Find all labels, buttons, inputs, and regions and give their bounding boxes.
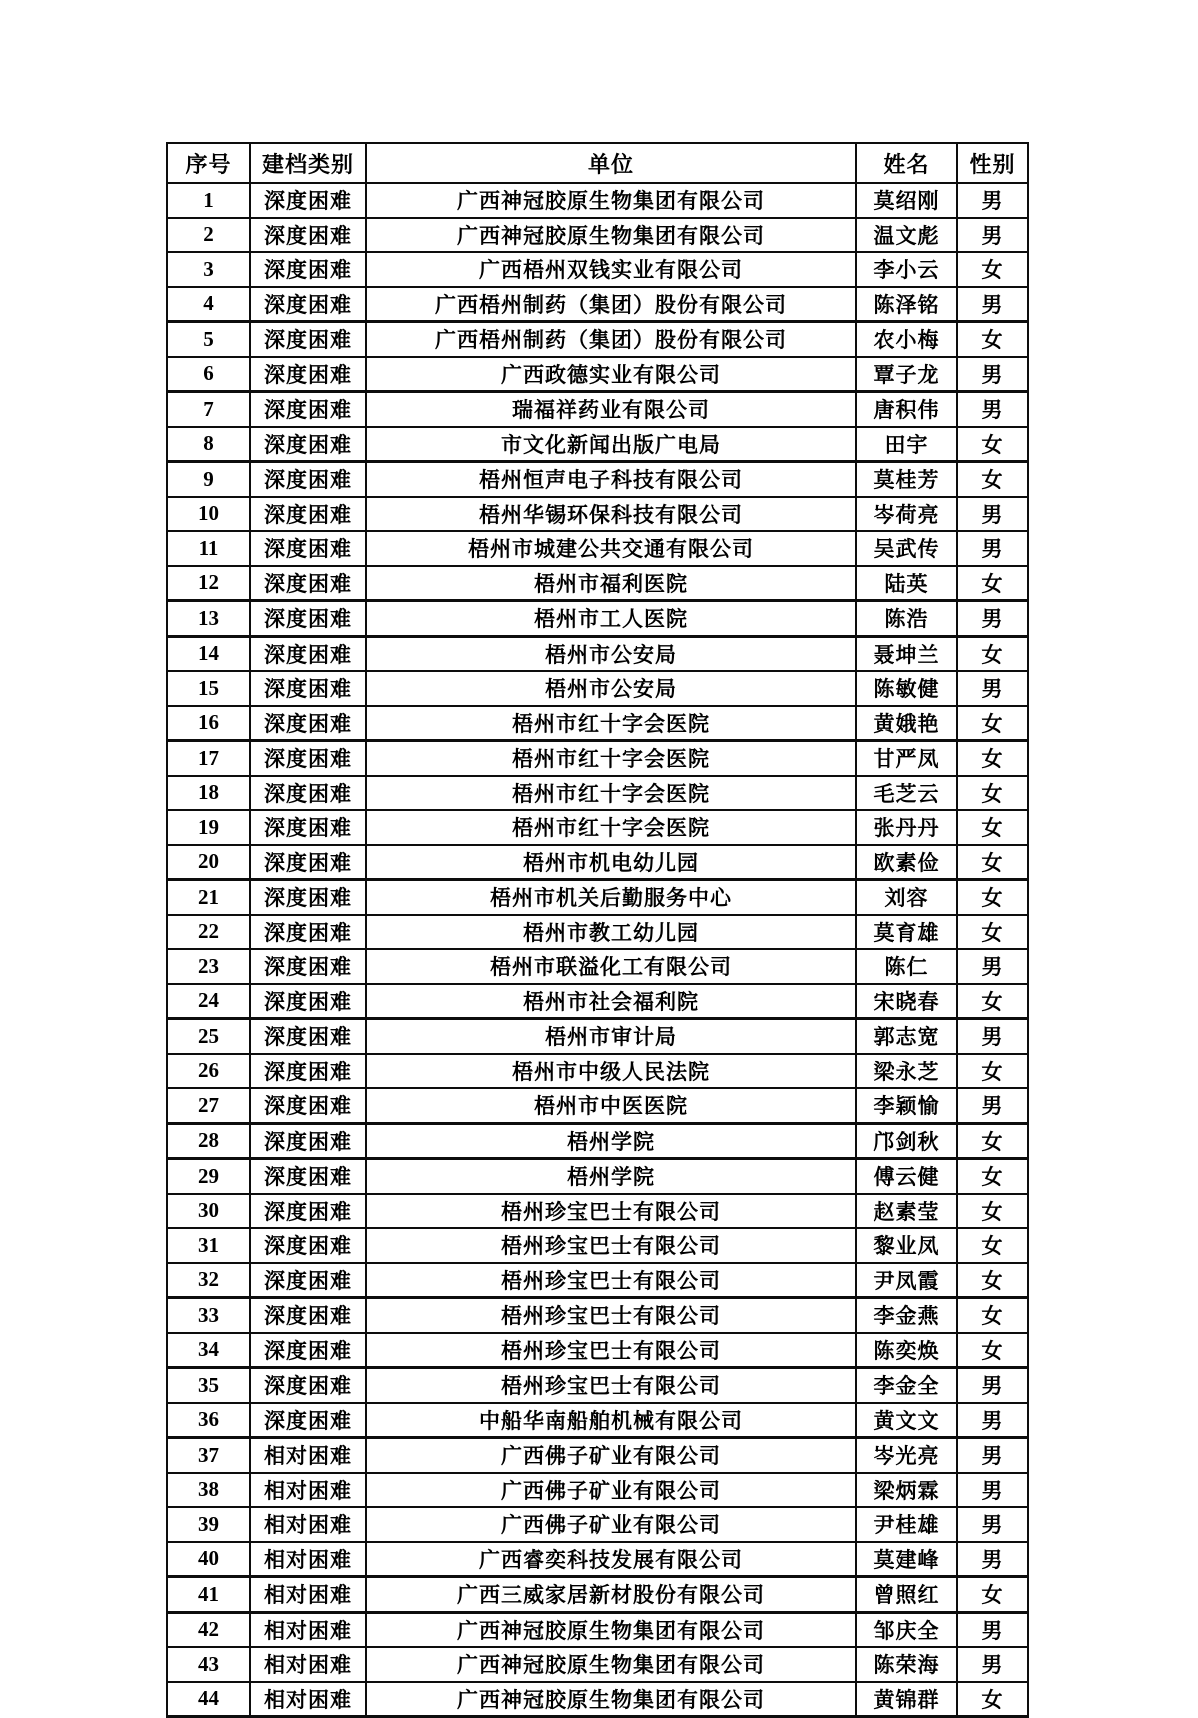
table-row bbox=[167, 880, 1028, 915]
category-cell: 深度困难 bbox=[250, 1298, 366, 1333]
unit-cell: 瑞福祥药业有限公司 bbox=[366, 392, 856, 427]
name-cell: 尹凤霞 bbox=[856, 1263, 957, 1298]
row-number-cell: 25 bbox=[167, 1019, 250, 1054]
table-header-row bbox=[167, 143, 1028, 183]
row-number-cell: 17 bbox=[167, 741, 250, 776]
gender-cell: 女 bbox=[957, 566, 1028, 601]
row-number-cell: 44 bbox=[167, 1682, 250, 1717]
gender-cell: 女 bbox=[957, 1577, 1028, 1613]
table-row bbox=[167, 636, 1028, 671]
unit-cell: 梧州学院 bbox=[366, 1159, 856, 1194]
category-cell: 深度困难 bbox=[250, 427, 366, 462]
row-number-cell: 21 bbox=[167, 880, 250, 915]
name-cell: 温文彪 bbox=[856, 218, 957, 253]
table-row bbox=[167, 1473, 1028, 1508]
gender-cell: 男 bbox=[957, 949, 1028, 984]
name-cell: 李颖愉 bbox=[856, 1088, 957, 1123]
row-number-cell: 30 bbox=[167, 1194, 250, 1229]
category-cell: 深度困难 bbox=[250, 1019, 366, 1054]
unit-cell: 广西神冠胶原生物集团有限公司 bbox=[366, 1682, 856, 1717]
row-number-cell: 33 bbox=[167, 1298, 250, 1333]
unit-cell: 梧州市中医医院 bbox=[366, 1088, 856, 1123]
category-cell: 相对困难 bbox=[250, 1507, 366, 1542]
name-cell: 李金全 bbox=[856, 1368, 957, 1403]
table-row bbox=[167, 322, 1028, 357]
unit-cell: 广西三威家居新材股份有限公司 bbox=[366, 1577, 856, 1613]
unit-cell: 梧州市联溢化工有限公司 bbox=[366, 949, 856, 984]
unit-cell: 市文化新闻出版广电局 bbox=[366, 427, 856, 462]
category-cell: 深度困难 bbox=[250, 1194, 366, 1229]
name-cell: 张丹丹 bbox=[856, 810, 957, 845]
unit-cell: 梧州珍宝巴士有限公司 bbox=[366, 1228, 856, 1263]
unit-cell: 梧州珍宝巴士有限公司 bbox=[366, 1368, 856, 1403]
unit-cell: 广西政德实业有限公司 bbox=[366, 357, 856, 392]
unit-cell: 广西睿奕科技发展有限公司 bbox=[366, 1542, 856, 1577]
category-cell: 深度困难 bbox=[250, 1333, 366, 1368]
row-number-cell: 11 bbox=[167, 531, 250, 566]
category-cell: 深度困难 bbox=[250, 1123, 366, 1159]
row-number-cell: 26 bbox=[167, 1054, 250, 1089]
unit-cell: 梧州市教工幼儿园 bbox=[366, 915, 856, 950]
category-cell: 深度困难 bbox=[250, 1263, 366, 1298]
category-cell: 相对困难 bbox=[250, 1647, 366, 1682]
category-cell: 深度困难 bbox=[250, 531, 366, 566]
table-row bbox=[167, 252, 1028, 287]
name-cell: 邝剑秋 bbox=[856, 1123, 957, 1159]
table-row bbox=[167, 497, 1028, 532]
table-row bbox=[167, 1682, 1028, 1717]
unit-cell: 梧州市城建公共交通有限公司 bbox=[366, 531, 856, 566]
name-cell: 傅云健 bbox=[856, 1159, 957, 1194]
row-number-cell: 1 bbox=[167, 183, 250, 218]
gender-cell: 男 bbox=[957, 1542, 1028, 1577]
name-cell: 陆英 bbox=[856, 566, 957, 601]
category-cell: 深度困难 bbox=[250, 357, 366, 392]
gender-cell: 男 bbox=[957, 183, 1028, 218]
row-number-cell: 36 bbox=[167, 1403, 250, 1438]
gender-cell: 男 bbox=[957, 601, 1028, 637]
name-cell: 黄娥艳 bbox=[856, 706, 957, 741]
unit-cell: 梧州市红十字会医院 bbox=[366, 776, 856, 811]
table-row bbox=[167, 984, 1028, 1019]
category-cell: 深度困难 bbox=[250, 183, 366, 218]
row-number-cell: 5 bbox=[167, 322, 250, 357]
table-row bbox=[167, 1542, 1028, 1577]
gender-cell: 女 bbox=[957, 880, 1028, 915]
name-cell: 曾照红 bbox=[856, 1577, 957, 1613]
table-row bbox=[167, 183, 1028, 218]
unit-cell: 梧州珍宝巴士有限公司 bbox=[366, 1298, 856, 1333]
table-row bbox=[167, 1123, 1028, 1159]
table-row bbox=[167, 1054, 1028, 1089]
table-row bbox=[167, 1368, 1028, 1403]
gender-cell: 女 bbox=[957, 915, 1028, 950]
table-row bbox=[167, 1438, 1028, 1473]
unit-cell: 广西佛子矿业有限公司 bbox=[366, 1507, 856, 1542]
gender-cell: 女 bbox=[957, 1682, 1028, 1717]
unit-cell: 梧州恒声电子科技有限公司 bbox=[366, 462, 856, 497]
category-cell: 相对困难 bbox=[250, 1612, 366, 1647]
name-cell: 尹桂雄 bbox=[856, 1507, 957, 1542]
table-row bbox=[167, 671, 1028, 706]
table-row bbox=[167, 845, 1028, 880]
category-cell: 深度困难 bbox=[250, 218, 366, 253]
header-category: 建档类别 bbox=[250, 143, 366, 183]
row-number-cell: 35 bbox=[167, 1368, 250, 1403]
table-row bbox=[167, 531, 1028, 566]
unit-cell: 梧州学院 bbox=[366, 1123, 856, 1159]
category-cell: 深度困难 bbox=[250, 287, 366, 322]
table-row bbox=[167, 601, 1028, 637]
category-cell: 深度困难 bbox=[250, 601, 366, 637]
name-cell: 赵素莹 bbox=[856, 1194, 957, 1229]
table-row bbox=[167, 1088, 1028, 1123]
name-cell: 唐积伟 bbox=[856, 392, 957, 427]
gender-cell: 女 bbox=[957, 322, 1028, 357]
gender-cell: 女 bbox=[957, 845, 1028, 880]
name-cell: 刘容 bbox=[856, 880, 957, 915]
table-row bbox=[167, 776, 1028, 811]
table-row bbox=[167, 915, 1028, 950]
gender-cell: 男 bbox=[957, 1438, 1028, 1473]
table-row bbox=[167, 357, 1028, 392]
category-cell: 深度困难 bbox=[250, 706, 366, 741]
gender-cell: 男 bbox=[957, 1473, 1028, 1508]
category-cell: 深度困难 bbox=[250, 1228, 366, 1263]
unit-cell: 梧州市社会福利院 bbox=[366, 984, 856, 1019]
gender-cell: 男 bbox=[957, 497, 1028, 532]
row-number-cell: 15 bbox=[167, 671, 250, 706]
row-number-cell: 9 bbox=[167, 462, 250, 497]
gender-cell: 男 bbox=[957, 218, 1028, 253]
unit-cell: 广西佛子矿业有限公司 bbox=[366, 1438, 856, 1473]
unit-cell: 梧州市机电幼儿园 bbox=[366, 845, 856, 880]
gender-cell: 女 bbox=[957, 427, 1028, 462]
gender-cell: 男 bbox=[957, 287, 1028, 322]
gender-cell: 女 bbox=[957, 1054, 1028, 1089]
name-cell: 陈泽铭 bbox=[856, 287, 957, 322]
row-number-cell: 8 bbox=[167, 427, 250, 462]
unit-cell: 梧州华锡环保科技有限公司 bbox=[366, 497, 856, 532]
name-cell: 邹庆全 bbox=[856, 1612, 957, 1647]
table-row bbox=[167, 1507, 1028, 1542]
category-cell: 深度困难 bbox=[250, 1403, 366, 1438]
gender-cell: 男 bbox=[957, 357, 1028, 392]
row-number-cell: 22 bbox=[167, 915, 250, 950]
row-number-cell: 16 bbox=[167, 706, 250, 741]
row-number-cell: 42 bbox=[167, 1612, 250, 1647]
row-number-cell: 29 bbox=[167, 1159, 250, 1194]
table-row bbox=[167, 741, 1028, 776]
gender-cell: 女 bbox=[957, 252, 1028, 287]
row-number-cell: 12 bbox=[167, 566, 250, 601]
unit-cell: 梧州市工人医院 bbox=[366, 601, 856, 637]
table-body bbox=[167, 183, 1028, 1717]
table-row bbox=[167, 287, 1028, 322]
gender-cell: 女 bbox=[957, 1333, 1028, 1368]
row-number-cell: 27 bbox=[167, 1088, 250, 1123]
table-row bbox=[167, 1194, 1028, 1229]
category-cell: 深度困难 bbox=[250, 497, 366, 532]
category-cell: 深度困难 bbox=[250, 252, 366, 287]
unit-cell: 梧州市公安局 bbox=[366, 636, 856, 671]
category-cell: 深度困难 bbox=[250, 1368, 366, 1403]
header-row-number: 序号 bbox=[167, 143, 250, 183]
name-cell: 吴武传 bbox=[856, 531, 957, 566]
name-cell: 梁永芝 bbox=[856, 1054, 957, 1089]
row-number-cell: 3 bbox=[167, 252, 250, 287]
row-number-cell: 28 bbox=[167, 1123, 250, 1159]
gender-cell: 女 bbox=[957, 1263, 1028, 1298]
unit-cell: 广西神冠胶原生物集团有限公司 bbox=[366, 183, 856, 218]
row-number-cell: 41 bbox=[167, 1577, 250, 1613]
table-row bbox=[167, 392, 1028, 427]
unit-cell: 广西梧州双钱实业有限公司 bbox=[366, 252, 856, 287]
table-row bbox=[167, 1019, 1028, 1054]
name-cell: 莫育雄 bbox=[856, 915, 957, 950]
table-row bbox=[167, 462, 1028, 497]
category-cell: 深度困难 bbox=[250, 322, 366, 357]
table-row bbox=[167, 949, 1028, 984]
gender-cell: 男 bbox=[957, 1019, 1028, 1054]
table-row bbox=[167, 810, 1028, 845]
category-cell: 相对困难 bbox=[250, 1473, 366, 1508]
table-row bbox=[167, 218, 1028, 253]
table-row bbox=[167, 566, 1028, 601]
row-number-cell: 24 bbox=[167, 984, 250, 1019]
name-cell: 农小梅 bbox=[856, 322, 957, 357]
unit-cell: 广西佛子矿业有限公司 bbox=[366, 1473, 856, 1508]
name-cell: 聂坤兰 bbox=[856, 636, 957, 671]
gender-cell: 女 bbox=[957, 984, 1028, 1019]
name-cell: 黄文文 bbox=[856, 1403, 957, 1438]
header-gender: 性别 bbox=[957, 143, 1028, 183]
name-cell: 陈浩 bbox=[856, 601, 957, 637]
gender-cell: 女 bbox=[957, 1159, 1028, 1194]
row-number-cell: 23 bbox=[167, 949, 250, 984]
name-cell: 欧素俭 bbox=[856, 845, 957, 880]
row-number-cell: 10 bbox=[167, 497, 250, 532]
row-number-cell: 37 bbox=[167, 1438, 250, 1473]
unit-cell: 广西神冠胶原生物集团有限公司 bbox=[366, 1612, 856, 1647]
name-cell: 陈仁 bbox=[856, 949, 957, 984]
row-number-cell: 13 bbox=[167, 601, 250, 637]
category-cell: 相对困难 bbox=[250, 1577, 366, 1613]
name-cell: 毛芝云 bbox=[856, 776, 957, 811]
table-row bbox=[167, 706, 1028, 741]
category-cell: 深度困难 bbox=[250, 1088, 366, 1123]
gender-cell: 女 bbox=[957, 706, 1028, 741]
category-cell: 深度困难 bbox=[250, 566, 366, 601]
row-number-cell: 32 bbox=[167, 1263, 250, 1298]
row-number-cell: 20 bbox=[167, 845, 250, 880]
name-cell: 宋晓春 bbox=[856, 984, 957, 1019]
gender-cell: 女 bbox=[957, 1123, 1028, 1159]
name-cell: 梁炳霖 bbox=[856, 1473, 957, 1508]
gender-cell: 女 bbox=[957, 776, 1028, 811]
gender-cell: 女 bbox=[957, 741, 1028, 776]
table-row bbox=[167, 1333, 1028, 1368]
gender-cell: 男 bbox=[957, 1647, 1028, 1682]
gender-cell: 男 bbox=[957, 531, 1028, 566]
gender-cell: 男 bbox=[957, 392, 1028, 427]
category-cell: 深度困难 bbox=[250, 636, 366, 671]
category-cell: 深度困难 bbox=[250, 776, 366, 811]
unit-cell: 梧州市中级人民法院 bbox=[366, 1054, 856, 1089]
category-cell: 深度困难 bbox=[250, 741, 366, 776]
name-cell: 莫建峰 bbox=[856, 1542, 957, 1577]
name-cell: 黎业凤 bbox=[856, 1228, 957, 1263]
unit-cell: 梧州市红十字会医院 bbox=[366, 741, 856, 776]
row-number-cell: 18 bbox=[167, 776, 250, 811]
name-cell: 甘严凤 bbox=[856, 741, 957, 776]
gender-cell: 女 bbox=[957, 810, 1028, 845]
employee-roster-table bbox=[166, 142, 1029, 1718]
row-number-cell: 31 bbox=[167, 1228, 250, 1263]
gender-cell: 女 bbox=[957, 1298, 1028, 1333]
name-cell: 莫桂芳 bbox=[856, 462, 957, 497]
category-cell: 相对困难 bbox=[250, 1438, 366, 1473]
category-cell: 深度困难 bbox=[250, 671, 366, 706]
unit-cell: 广西神冠胶原生物集团有限公司 bbox=[366, 218, 856, 253]
table-row bbox=[167, 1577, 1028, 1613]
table-row bbox=[167, 427, 1028, 462]
unit-cell: 广西神冠胶原生物集团有限公司 bbox=[366, 1647, 856, 1682]
unit-cell: 广西梧州制药（集团）股份有限公司 bbox=[366, 322, 856, 357]
category-cell: 深度困难 bbox=[250, 949, 366, 984]
category-cell: 深度困难 bbox=[250, 880, 366, 915]
category-cell: 深度困难 bbox=[250, 810, 366, 845]
unit-cell: 广西梧州制药（集团）股份有限公司 bbox=[366, 287, 856, 322]
category-cell: 深度困难 bbox=[250, 915, 366, 950]
table-row bbox=[167, 1647, 1028, 1682]
table-row bbox=[167, 1403, 1028, 1438]
gender-cell: 男 bbox=[957, 671, 1028, 706]
category-cell: 相对困难 bbox=[250, 1682, 366, 1717]
table-row bbox=[167, 1612, 1028, 1647]
category-cell: 深度困难 bbox=[250, 1159, 366, 1194]
table-row bbox=[167, 1228, 1028, 1263]
row-number-cell: 43 bbox=[167, 1647, 250, 1682]
category-cell: 相对困难 bbox=[250, 1542, 366, 1577]
name-cell: 莫绍刚 bbox=[856, 183, 957, 218]
row-number-cell: 40 bbox=[167, 1542, 250, 1577]
unit-cell: 梧州市审计局 bbox=[366, 1019, 856, 1054]
unit-cell: 梧州市红十字会医院 bbox=[366, 810, 856, 845]
gender-cell: 男 bbox=[957, 1403, 1028, 1438]
unit-cell: 梧州市福利医院 bbox=[366, 566, 856, 601]
unit-cell: 梧州市公安局 bbox=[366, 671, 856, 706]
category-cell: 深度困难 bbox=[250, 392, 366, 427]
unit-cell: 梧州珍宝巴士有限公司 bbox=[366, 1194, 856, 1229]
name-cell: 黄锦群 bbox=[856, 1682, 957, 1717]
gender-cell: 男 bbox=[957, 1507, 1028, 1542]
name-cell: 覃子龙 bbox=[856, 357, 957, 392]
name-cell: 陈奕焕 bbox=[856, 1333, 957, 1368]
name-cell: 陈荣海 bbox=[856, 1647, 957, 1682]
gender-cell: 女 bbox=[957, 462, 1028, 497]
row-number-cell: 6 bbox=[167, 357, 250, 392]
unit-cell: 梧州市机关后勤服务中心 bbox=[366, 880, 856, 915]
gender-cell: 男 bbox=[957, 1612, 1028, 1647]
row-number-cell: 14 bbox=[167, 636, 250, 671]
row-number-cell: 34 bbox=[167, 1333, 250, 1368]
gender-cell: 女 bbox=[957, 1228, 1028, 1263]
category-cell: 深度困难 bbox=[250, 984, 366, 1019]
table-row bbox=[167, 1159, 1028, 1194]
gender-cell: 男 bbox=[957, 1088, 1028, 1123]
row-number-cell: 2 bbox=[167, 218, 250, 253]
name-cell: 李小云 bbox=[856, 252, 957, 287]
name-cell: 郭志宽 bbox=[856, 1019, 957, 1054]
table-row bbox=[167, 1263, 1028, 1298]
category-cell: 深度困难 bbox=[250, 845, 366, 880]
header-name: 姓名 bbox=[856, 143, 957, 183]
unit-cell: 梧州珍宝巴士有限公司 bbox=[366, 1263, 856, 1298]
row-number-cell: 4 bbox=[167, 287, 250, 322]
name-cell: 岑荷亮 bbox=[856, 497, 957, 532]
row-number-cell: 39 bbox=[167, 1507, 250, 1542]
gender-cell: 女 bbox=[957, 1194, 1028, 1229]
row-number-cell: 38 bbox=[167, 1473, 250, 1508]
unit-cell: 梧州珍宝巴士有限公司 bbox=[366, 1333, 856, 1368]
unit-cell: 梧州市红十字会医院 bbox=[366, 706, 856, 741]
name-cell: 李金燕 bbox=[856, 1298, 957, 1333]
category-cell: 深度困难 bbox=[250, 462, 366, 497]
name-cell: 岑光亮 bbox=[856, 1438, 957, 1473]
name-cell: 田宇 bbox=[856, 427, 957, 462]
unit-cell: 中船华南船舶机械有限公司 bbox=[366, 1403, 856, 1438]
category-cell: 深度困难 bbox=[250, 1054, 366, 1089]
row-number-cell: 19 bbox=[167, 810, 250, 845]
name-cell: 陈敏健 bbox=[856, 671, 957, 706]
gender-cell: 女 bbox=[957, 636, 1028, 671]
gender-cell: 男 bbox=[957, 1368, 1028, 1403]
row-number-cell: 7 bbox=[167, 392, 250, 427]
table-row bbox=[167, 1298, 1028, 1333]
header-unit: 单位 bbox=[366, 143, 856, 183]
